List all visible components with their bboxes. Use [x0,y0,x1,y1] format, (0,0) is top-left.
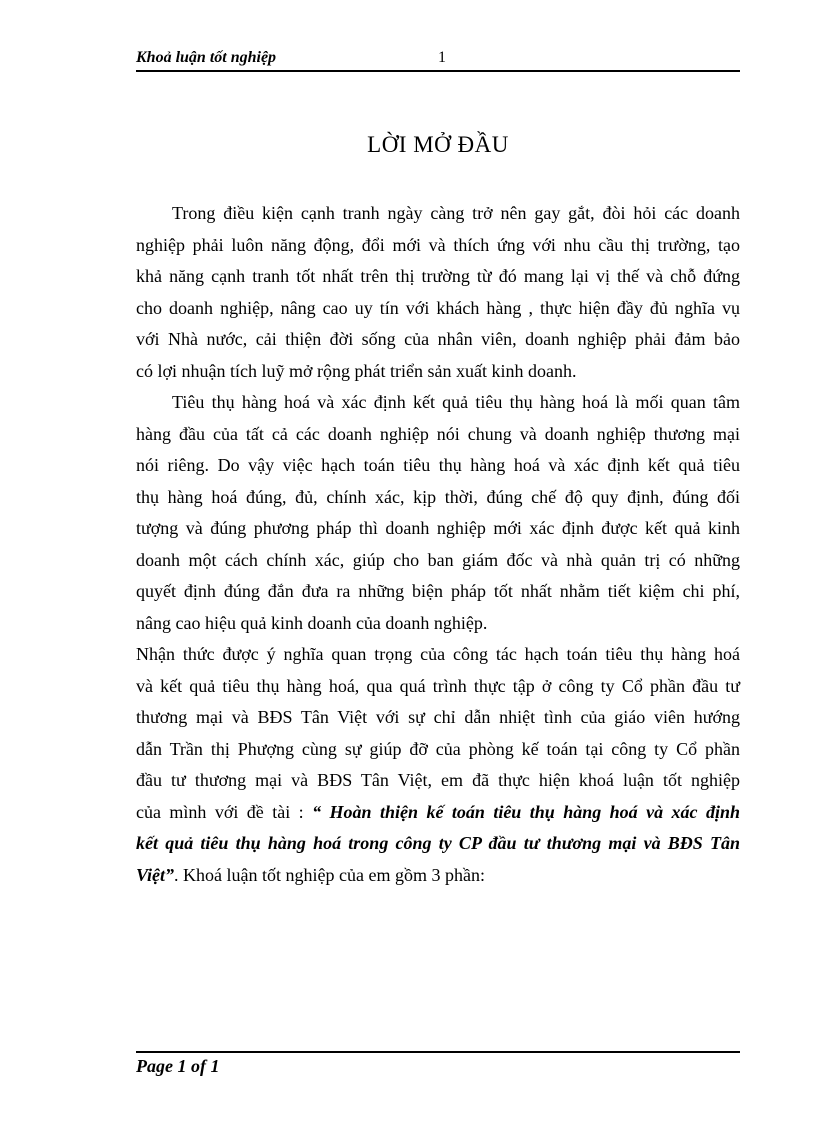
thesis-title-part-1: “ Hoàn thiện kế toán tiêu thụ hàng hoá và xác định [312,801,740,822]
paragraph-line: cho doanh nghiệp, nâng cao uy tín với khách hàng , thực hiện đầy đủ nghĩa vụ [136,297,740,318]
header-title: Khoả luận tốt nghiệp [136,49,277,66]
paragraph-3 [136,639,740,891]
paragraph-line: dẫn Trần thị Phượng cùng sự giúp đỡ của phòng kế toán tại công ty Cổ phần [136,738,740,759]
paragraph-line: quyết định đúng đắn đưa ra những biện pháp tốt nhất nhằm tiết kiệm chi phí, [136,581,740,601]
paragraph-line: Trong điều kiện cạnh tranh ngày càng trở nên gay gắt, đòi hỏi các doanh [172,203,740,223]
paragraph-line: doanh một cách chính xác, giúp cho ban giám đốc và nhà quản trị có những [136,549,740,570]
paragraph-line: có lợi nhuận tích luỹ mở rộng phát triển sản xuất kinh doanh. [136,360,577,381]
paragraph-line: nâng cao hiệu quả kinh doanh của doanh nghiệp. [136,612,488,633]
paragraph-line: nói riêng. Do vậy việc hạch toán tiêu thụ hàng hoá và xác định kết quả tiêu [136,455,740,475]
document-heading: LỜI MỞ ĐẦU [367,132,509,157]
paragraph-line: Tiêu thụ hàng hoá và xác định kết quả tiêu thụ hàng hoá là mối quan tâm [172,392,740,412]
paragraph-line: khả năng cạnh tranh tốt nhất trên thị trường từ đó mang lại vị thế và chỗ đứng [136,266,740,286]
paragraph-line: với Nhà nước, cải thiện đời sống của nhân viên, doanh nghiệp phải đảm bảo [136,329,740,349]
paragraph-1 [136,198,740,387]
paragraph-line: nghiệp phải luôn năng động, đổi mới và thích ứng với nhu cầu thị trường, tạo [136,234,740,255]
header-page-number: 1 [438,49,446,66]
document-body [136,198,740,891]
paragraph-line: hàng đầu của tất cả các doanh nghiệp nói chung và doanh nghiệp thương mại [136,423,740,444]
paragraph-line: tượng và đúng phương pháp thì doanh nghiệp mới xác định được kết quả kinh [136,518,740,538]
thesis-intro-text: của mình với đề tài : [136,801,313,822]
paragraph-line: thụ hàng hoá đúng, đủ, chính xác, kịp thời, đúng chế độ quy định, đúng đối [136,486,740,507]
footer-divider [136,1051,740,1053]
paragraph-line [136,797,740,829]
paragraph-line: thương mại và BĐS Tân Việt với sự chỉ dẫn nhiệt tình của giáo viên hướng [136,707,740,727]
paragraph-2 [136,387,740,639]
thesis-parts-text: . Khoá luận tốt nghiệp của em gồm 3 phần: [174,864,485,885]
footer-page-label: Page 1 of 1 [136,1056,220,1076]
thesis-title-part-2: kết quả tiêu thụ hàng hoá trong công ty CP đầu tư thương mại và BĐS Tân [136,833,740,853]
paragraph-line: Nhận thức được ý nghĩa quan trọng của công tác hạch toán tiêu thụ hàng hoá [136,644,740,664]
paragraph-line: và kết quả tiêu thụ hàng hoá, qua quá trình thực tập ở công ty Cổ phần đầu tư [136,675,740,696]
header-divider [136,70,740,72]
page-header [136,48,740,70]
thesis-title-part-3: Việt” [136,864,175,885]
paragraph-line: đầu tư thương mại và BĐS Tân Việt, em đã thực hiện khoá luận tốt nghiệp [136,770,740,790]
paragraph-line [136,860,740,892]
